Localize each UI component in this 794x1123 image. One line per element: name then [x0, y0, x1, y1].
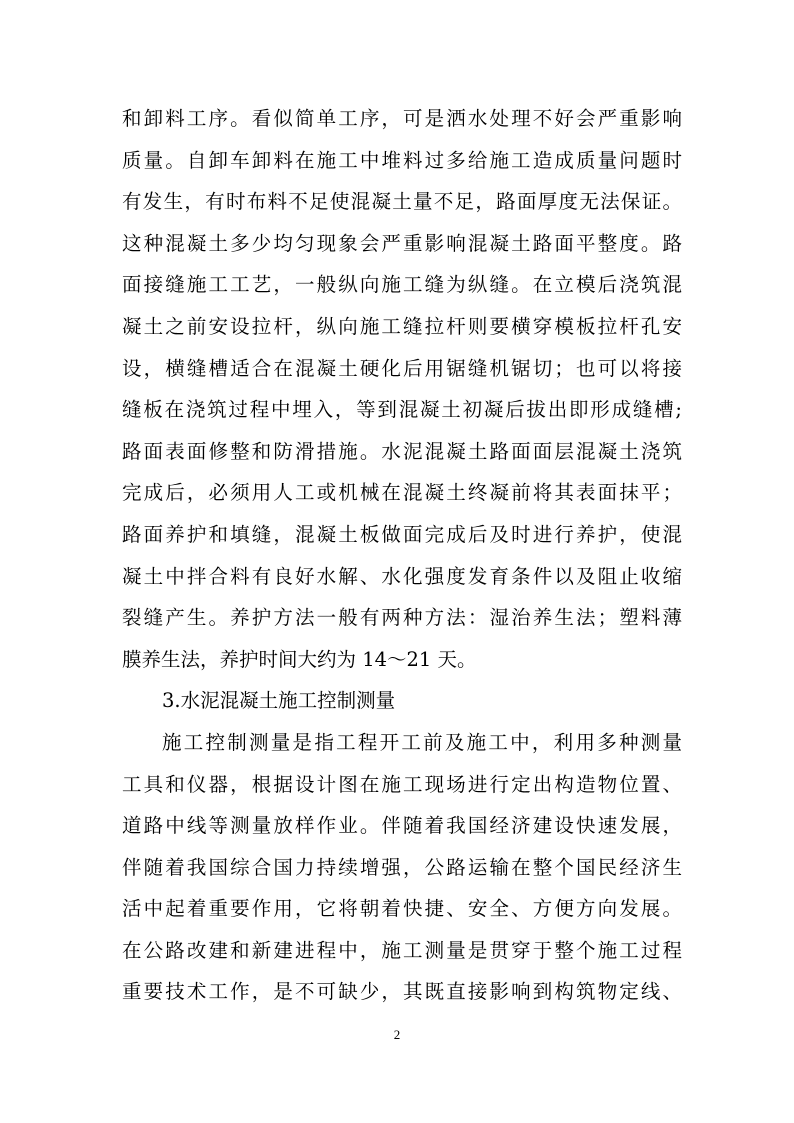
- page-body: [122, 98, 682, 1013]
- text-line: 缝板在浇筑过程中埋入，等到混凝土初凝后拔出即形成缝槽;: [122, 398, 682, 422]
- text-line: 重要技术工作，是不可缺少，其既直接影响到构筑物定线、: [122, 980, 682, 1004]
- text-line: 和卸料工序。看似简单工序，可是洒水处理不好会严重影响: [122, 107, 682, 130]
- text-line: 面接缝施工工艺，一般纵向施工缝为纵缝。在立模后浇筑混: [122, 273, 682, 297]
- text-line: 有发生，有时布料不足使混凝土量不足，路面厚度无法保证。: [122, 190, 682, 214]
- text-line: 凝土之前安设拉杆，纵向施工缝拉杆则要横穿模板拉杆孔安: [122, 314, 682, 338]
- page-number: 2: [393, 1027, 401, 1042]
- text-line: 裂缝产生。养护方法一般有两种方法：湿治养生法；塑料薄: [122, 606, 682, 630]
- section-heading: 3.水泥混凝土施工控制测量: [162, 689, 396, 713]
- text-line: 质量。自卸车卸料在施工中堆料过多给施工造成质量问题时: [122, 148, 682, 172]
- text-line: 路面表面修整和防滑措施。水泥混凝土路面面层混凝土浇筑: [122, 439, 682, 463]
- text-line: 伴随着我国综合国力持续增强，公路运输在整个国民经济生: [122, 855, 682, 879]
- text-line: 路面养护和填缝，混凝土板做面完成后及时进行养护，使混: [122, 522, 682, 546]
- text-line: 这种混凝土多少均匀现象会严重影响混凝土路面平整度。路: [122, 231, 682, 255]
- text-line: 膜养生法，养护时间大约为 14～21 天。: [122, 647, 477, 671]
- paragraph-construction-survey: [122, 722, 682, 1013]
- paragraph-pavement-construction: [122, 98, 682, 680]
- text-line: 活中起着重要作用，它将朝着快捷、安全、方便方向发展。: [122, 897, 682, 921]
- text-line: 工具和仪器，根据设计图在施工现场进行定出构造物位置、: [122, 772, 682, 796]
- text-line: 施工控制测量是指工程开工前及施工中，利用多种测量: [162, 730, 682, 754]
- text-line: 凝土中拌合料有良好水解、水化强度发育条件以及阻止收缩: [122, 564, 682, 588]
- text-line: 完成后，必须用人工或机械在混凝土终凝前将其表面抹平；: [122, 481, 682, 505]
- text-line: 设，横缝槽适合在混凝土硬化后用锯缝机锯切；也可以将接: [122, 356, 682, 380]
- text-line: 道路中线等测量放样作业。伴随着我国经济建设快速发展，: [122, 814, 682, 838]
- text-line: 在公路改建和新建进程中，施工测量是贯穿于整个施工过程: [122, 938, 682, 962]
